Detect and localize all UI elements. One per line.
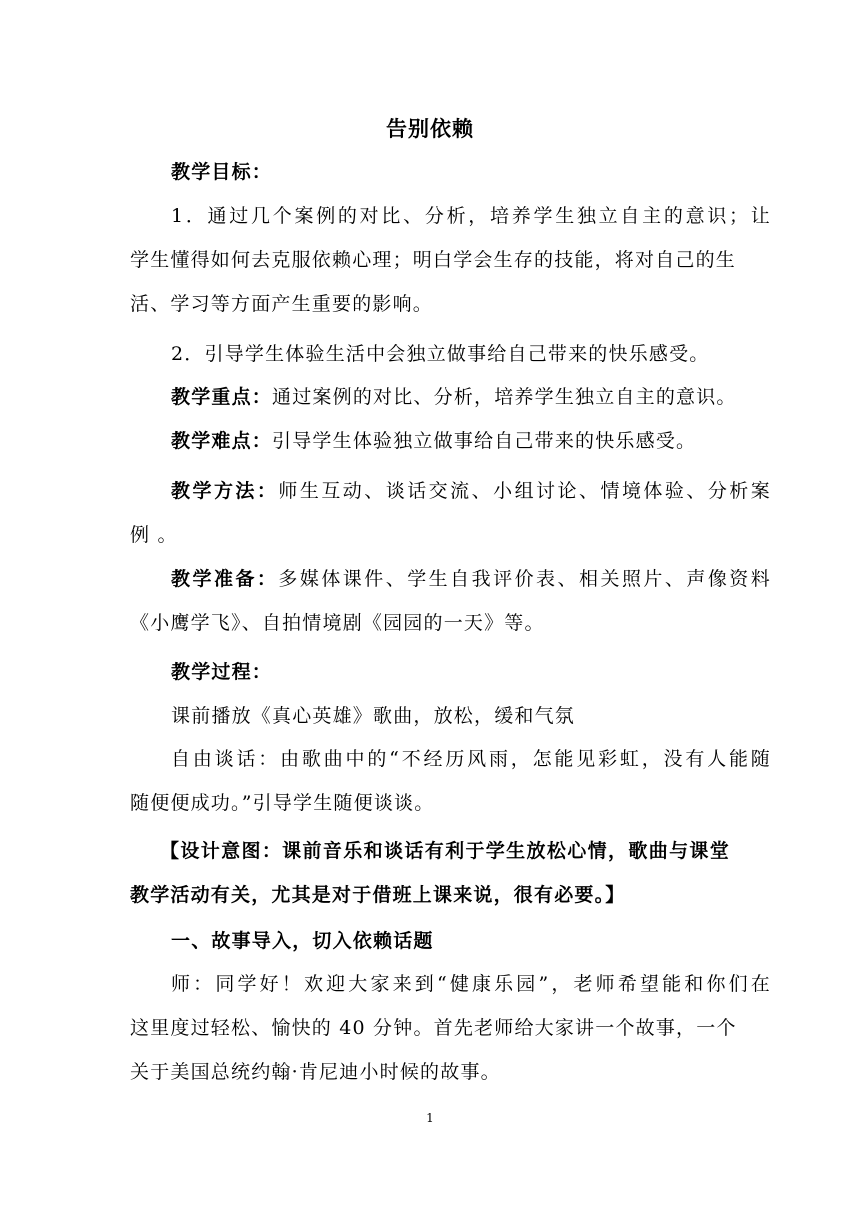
objectives-heading: 教学目标： (171, 161, 273, 183)
objective-2: 2．引导学生体验生活中会独立做事给自己带来的快乐感受。 (171, 343, 710, 365)
difficulty-text: 引导学生体验独立做事给自己带来的快乐感受。 (272, 430, 697, 452)
prep-text-1: 多媒体课件、学生自我评价表、相关照片、声像资料 (278, 568, 771, 590)
document-title: 告别依赖 (386, 116, 474, 141)
difficulty (130, 425, 771, 457)
method-line-1 (130, 475, 771, 507)
key-point-label: 教学重点： (171, 386, 273, 408)
method-text-1: 师生互动、谈话交流、小组讨论、情境体验、分析案 (278, 480, 771, 502)
teacher-line-2: 这里度过轻松、愉快的 40 分钟。首先老师给大家讲一个故事，一个 (130, 1017, 737, 1039)
difficulty-label: 教学难点： (171, 430, 273, 452)
method-label: 教学方法： (171, 480, 279, 502)
process-heading: 教学过程： (171, 661, 273, 683)
objective-1-line-3: 活、学习等方面产生重要的影响。 (130, 293, 434, 315)
teacher-line-1: 师：同学好！欢迎大家来到“健康乐园”，老师希望能和你们在 (171, 973, 771, 995)
key-point (130, 381, 771, 413)
talk-line-1: 自由谈话：由歌曲中的“不经历风雨，怎能见彩虹，没有人能随 (171, 748, 771, 770)
design-intent-line-2: 教学活动有关，尤其是对于借班上课来说，很有必要。】 (130, 884, 626, 906)
prep-line-2: 《小鹰学飞》、自拍情境剧《园园的一天》等。 (130, 612, 545, 634)
process-intro: 课前播放《真心英雄》歌曲，放松，缓和气氛 (171, 705, 576, 727)
prep-label: 教学准备： (171, 568, 279, 590)
prep-line-1 (130, 563, 771, 595)
design-intent-line-1: 【设计意图：课前音乐和谈话有利于学生放松心情，歌曲与课堂 (160, 840, 730, 862)
page-number: 1 (426, 1111, 434, 1125)
method-line-2: 例 。 (130, 524, 178, 546)
key-point-text: 通过案例的对比、分析，培养学生独立自主的意识。 (272, 386, 737, 408)
section-1-heading: 一、故事导入，切入依赖话题 (171, 930, 434, 952)
objective-1-line-2: 学生懂得如何去克服依赖心理；明白学会生存的技能，将对自己的生 (130, 249, 737, 271)
teacher-line-3: 关于美国总统约翰·肯尼迪小时候的故事。 (130, 1061, 501, 1083)
talk-line-2: 随便便成功。”引导学生随便谈谈。 (130, 792, 435, 814)
objective-1-line-1: 1．通过几个案例的对比、分析，培养学生独立自主的意识；让 (171, 205, 771, 227)
